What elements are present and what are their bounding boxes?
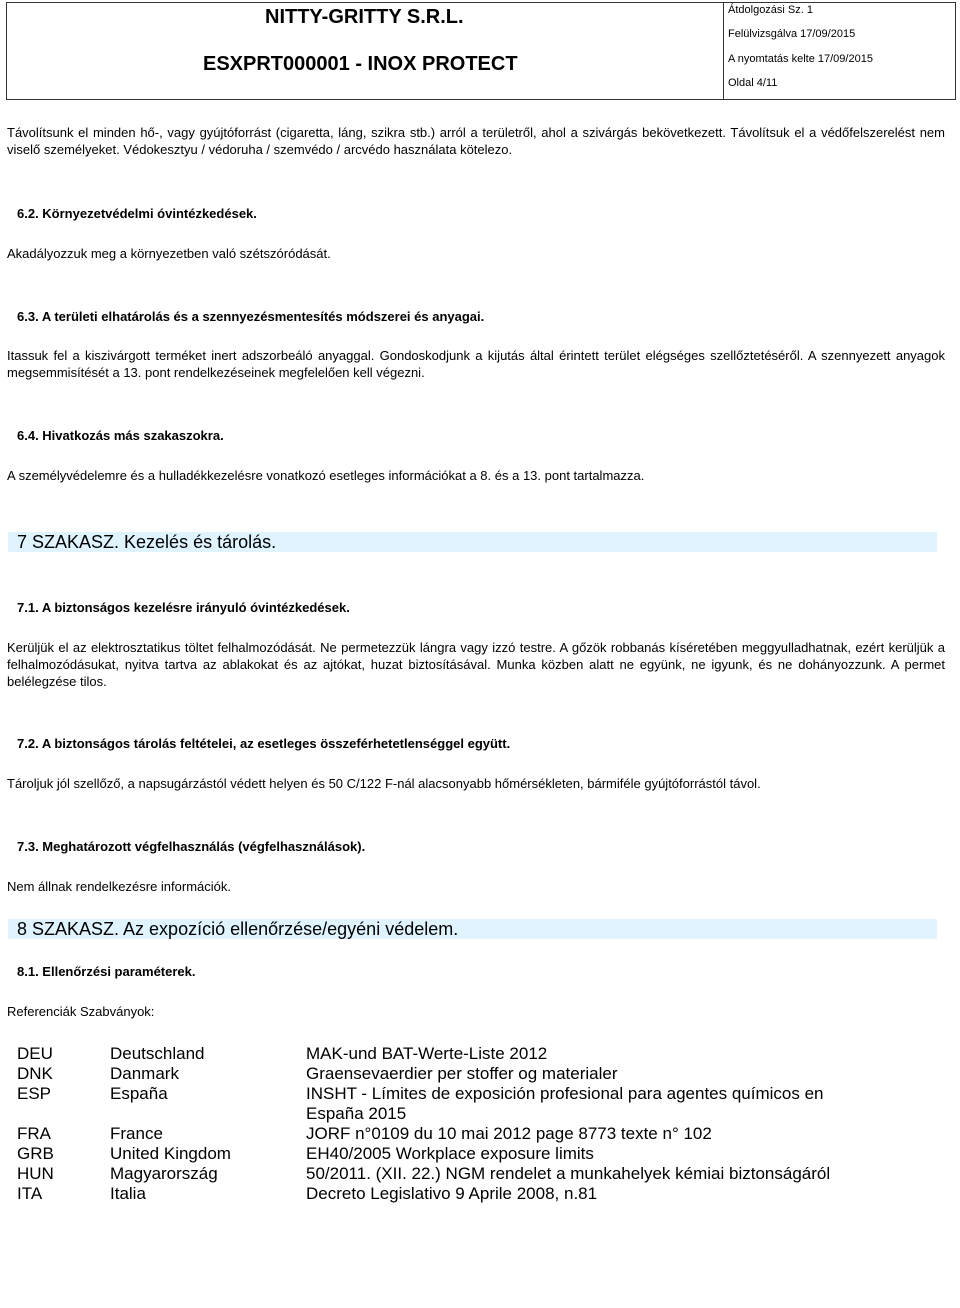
ref-standard: Decreto Legislativo 9 Aprile 2008, n.81 bbox=[306, 1184, 598, 1203]
references-label: Referenciák Szabványok: bbox=[7, 1004, 155, 1019]
heading-7-2: 7.2. A biztonságos tárolás feltételei, az esetleges összeférhetetlenséggel együtt. bbox=[17, 736, 511, 751]
ref-standard: EH40/2005 Workplace exposure limits bbox=[306, 1144, 594, 1163]
section-8-banner: 8 SZAKASZ. Az expozíció ellenőrzése/egyéni védelem. bbox=[8, 919, 937, 939]
ref-code: ITA bbox=[17, 1184, 43, 1203]
product-name: ESXPRT000001 - INOX PROTECT bbox=[203, 53, 518, 75]
heading-6-2: 6.2. Környezetvédelmi óvintézkedések. bbox=[17, 206, 257, 221]
ref-country: Magyarország bbox=[110, 1164, 218, 1183]
ref-country: España bbox=[110, 1084, 168, 1103]
review-date: Felülvizsgálva 17/09/2015 bbox=[728, 28, 856, 40]
ref-standard: INSHT - Límites de exposición profesional para agentes químicos en España 2015 bbox=[306, 1084, 824, 1123]
paragraph-6-4: A személyvédelemre és a hulladékkezelésre vonatkozó esetleges információkat a 8. és a 13. pont tartalmazza. bbox=[7, 468, 645, 483]
ref-country: Italia bbox=[110, 1184, 146, 1203]
heading-6-3: 6.3. A területi elhatárolás és a szennyezésmentesítés módszerei és anyagai. bbox=[17, 309, 485, 324]
ref-code: DEU bbox=[17, 1044, 53, 1063]
ref-country: France bbox=[110, 1124, 163, 1143]
ref-country: Danmark bbox=[110, 1064, 179, 1083]
header-divider bbox=[723, 3, 724, 99]
heading-7-3: 7.3. Meghatározott végfelhasználás (végfelhasználások). bbox=[17, 839, 366, 854]
heading-7-1: 7.1. A biztonságos kezelésre irányuló óvintézkedések. bbox=[17, 600, 350, 615]
page-number: Oldal 4/11 bbox=[728, 77, 778, 89]
company-name: NITTY-GRITTY S.R.L. bbox=[265, 6, 464, 28]
ref-code: FRA bbox=[17, 1124, 51, 1143]
paragraph-intro: Távolítsunk el minden hő-, vagy gyújtóforrást (cigaretta, láng, szikra stb.) arról a területről, ahol a szivárgás bekövetkezett. Távolítsuk el a védőfelszerelést nem viselő személyeket. Védokesztyu / védoruha / szemvédo / arcvédo használata kötelezo. bbox=[7, 125, 945, 157]
ref-code: GRB bbox=[17, 1144, 54, 1163]
ref-country: United Kingdom bbox=[110, 1144, 231, 1163]
print-date: A nyomtatás kelte 17/09/2015 bbox=[728, 53, 873, 65]
ref-code: ESP bbox=[17, 1084, 52, 1103]
ref-code: HUN bbox=[17, 1164, 54, 1183]
ref-standard: JORF n°0109 du 10 mai 2012 page 8773 texte n° 102 bbox=[306, 1124, 712, 1143]
ref-standard: 50/2011. (XII. 22.) NGM rendelet a munkahelyek kémiai biztonságáról bbox=[306, 1164, 831, 1183]
paragraph-7-1: Kerüljük el az elektrosztatikus töltet felhalmozódását. Ne permetezzük lángra vagy izzó testre. A gőzök robbanás kíséretében meggyulladhatnak, ezért kerüljük a felhalmozódásukat, nyitva tartva az ablakokat és az ajtókat, huzat biztosításával. Munka közben alatt ne együnk, ne igyunk, és ne dohányozzunk. A permet belélegzése tilos. bbox=[7, 640, 945, 689]
paragraph-6-3: Itassuk fel a kiszivárgott terméket inert adszorbeáló anyaggal. Gondoskodjunk a kijutás által érintett terület elégséges szellőztetéséről. A szennyezett anyagok megsemmisítését a 13. pont rendelkezéseinek megfelelően kell végezni. bbox=[7, 348, 945, 380]
paragraph-7-3: Nem állnak rendelkezésre információk. bbox=[7, 879, 231, 894]
document-header bbox=[6, 2, 956, 100]
ref-standard: Graensevaerdier per stoffer og materialer bbox=[306, 1064, 618, 1083]
paragraph-7-2: Tároljuk jól szellőző, a napsugárzástól védett helyen és 50 C/122 F-nál alacsonyabb hőmérsékleten, bármiféle gyújtóforrástól távol. bbox=[7, 776, 761, 791]
heading-6-4: 6.4. Hivatkozás más szakaszokra. bbox=[17, 428, 224, 443]
section-7-banner: 7 SZAKASZ. Kezelés és tárolás. bbox=[8, 532, 937, 552]
ref-standard: MAK-und BAT-Werte-Liste 2012 bbox=[306, 1044, 548, 1063]
revision-number: Átdolgozási Sz. 1 bbox=[728, 4, 813, 16]
ref-code: DNK bbox=[17, 1064, 53, 1083]
ref-country: Deutschland bbox=[110, 1044, 205, 1063]
paragraph-6-2: Akadályozzuk meg a környezetben való szétszóródását. bbox=[7, 246, 331, 261]
heading-8-1: 8.1. Ellenőrzési paraméterek. bbox=[17, 964, 196, 979]
